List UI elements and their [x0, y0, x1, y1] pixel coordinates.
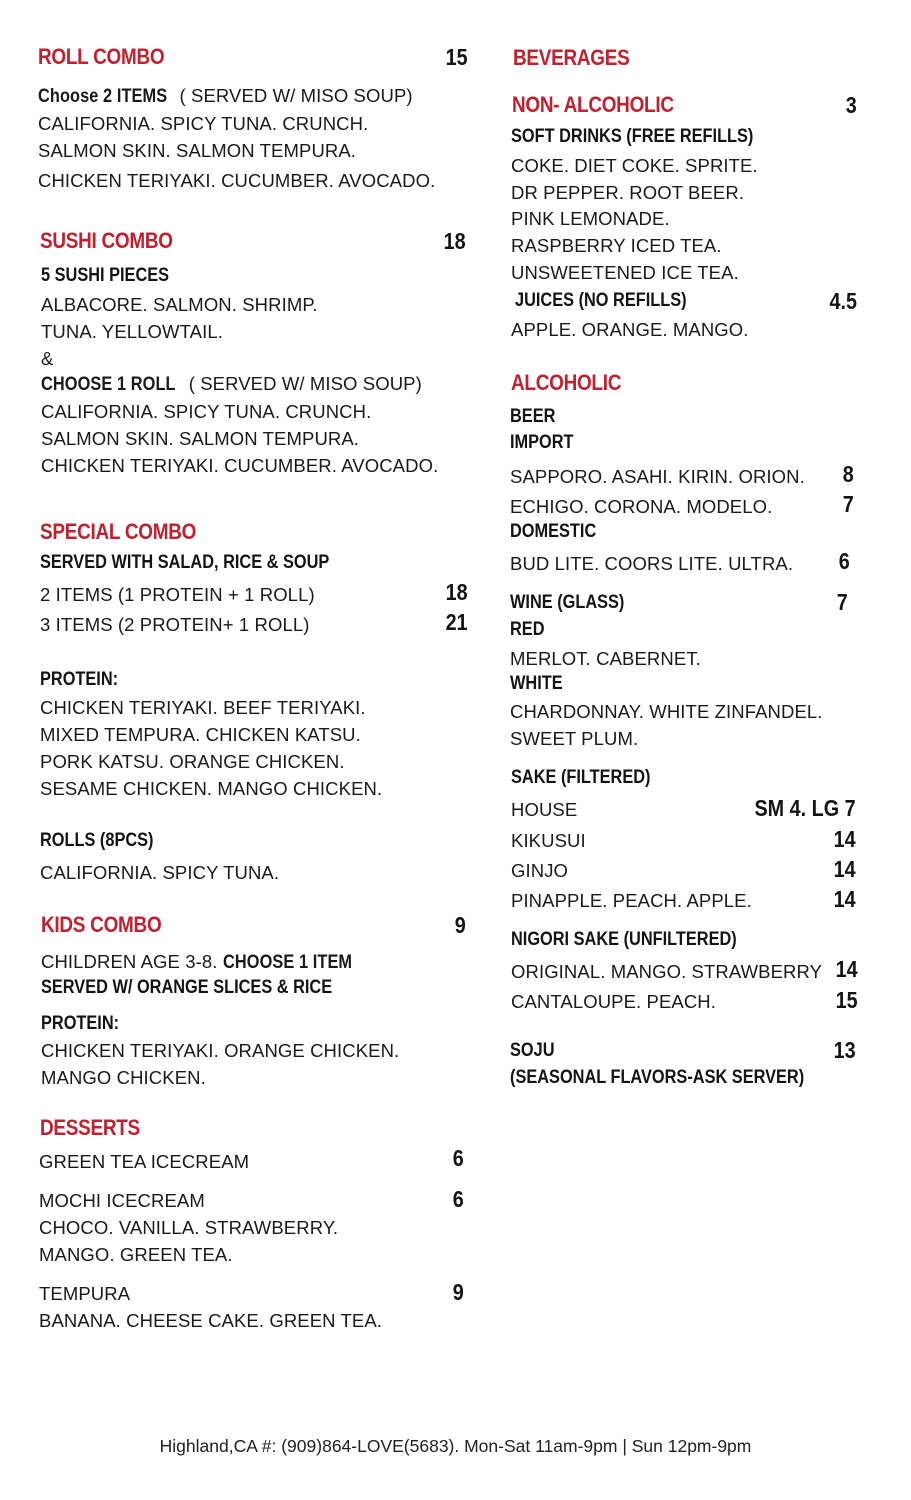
sushi-roll-line: SALMON SKIN. SALMON TEMPURA. [41, 428, 360, 449]
alcoholic-title: ALCOHOLIC [511, 370, 622, 395]
soft-drinks-label: SOFT DRINKS (FREE REFILLS) [511, 126, 754, 147]
sushi-roll-line: CALIFORNIA. SPICY TUNA. CRUNCH. [41, 401, 372, 422]
roll-combo-choose [38, 85, 413, 108]
sushi-pieces-line: ALBACORE. SALMON. SHRIMP. [41, 294, 318, 315]
protein-line: CHICKEN TERIYAKI. BEEF TERIYAKI. [40, 697, 366, 718]
kids-protein-line: CHICKEN TERIYAKI. ORANGE CHICKEN. [41, 1040, 400, 1061]
roll-combo-line: CALIFORNIA. SPICY TUNA. CRUNCH. [38, 113, 369, 134]
white-items: SWEET PLUM. [510, 728, 639, 749]
domestic-item-price: 6 [838, 548, 850, 574]
import-item: ECHIGO. CORONA. MODELO. [510, 496, 773, 517]
protein-line: PORK KATSU. ORANGE CHICKEN. [40, 751, 345, 772]
soft-drink-line: DR PEPPER. ROOT BEER. [511, 182, 745, 203]
special-item-label: 2 ITEMS (1 PROTEIN + 1 ROLL) [40, 584, 315, 605]
soft-drink-line: UNSWEETENED ICE TEA. [511, 262, 739, 283]
wine-price: 7 [836, 589, 848, 615]
sushi-choose-bold: CHOOSE 1 ROLL [41, 374, 176, 395]
dessert-tempura-flavors: BANANA. CHEESE CAKE. GREEN TEA. [39, 1310, 383, 1331]
soft-drink-line: PINK LEMONADE. [511, 208, 670, 229]
white-items: CHARDONNAY. WHITE ZINFANDEL. [510, 701, 823, 722]
juices-label: JUICES (NO REFILLS) [515, 290, 687, 311]
beer-label: BEER [510, 406, 556, 427]
rolls-line: CALIFORNIA. SPICY TUNA. [40, 862, 280, 883]
white-label: WHITE [510, 673, 563, 694]
non-alcoholic-title: NON- ALCOHOLIC [512, 92, 674, 117]
wine-label: WINE (GLASS) [510, 592, 625, 613]
red-label: RED [510, 619, 545, 640]
kids-choose-bold: CHOOSE 1 ITEM [222, 952, 352, 973]
sushi-combo-price: 18 [443, 228, 466, 254]
roll-combo-choose-bold: Choose 2 ITEMS [38, 86, 168, 107]
kids-combo-title: KIDS COMBO [41, 912, 162, 937]
kids-age-text: CHILDREN AGE 3-8. [41, 951, 218, 972]
import-item-price: 7 [842, 491, 854, 517]
nigori-item-price: 15 [835, 987, 858, 1013]
juices-line: APPLE. ORANGE. MANGO. [511, 319, 749, 340]
roll-combo-choose-rest: ( SERVED W/ MISO SOUP) [179, 85, 413, 106]
domestic-item: BUD LITE. COORS LITE. ULTRA. [510, 553, 794, 574]
sushi-pieces-line: TUNA. YELLOWTAIL. [41, 321, 223, 342]
kids-protein-label: PROTEIN: [41, 1013, 120, 1034]
sake-item: KIKUSUI [511, 830, 586, 851]
beverages-title: BEVERAGES [513, 45, 630, 70]
import-item: SAPPORO. ASAHI. KIRIN. ORION. [510, 466, 805, 487]
dessert-tempura-price: 9 [452, 1279, 464, 1305]
dessert-green-tea-price: 6 [452, 1145, 464, 1171]
sushi-amp: & [41, 348, 54, 369]
non-alcoholic-price: 3 [845, 92, 857, 118]
sushi-pieces-label: 5 SUSHI PIECES [41, 265, 170, 286]
roll-combo-title: ROLL COMBO [38, 44, 165, 69]
sushi-choose-rest: ( SERVED W/ MISO SOUP) [188, 373, 422, 394]
protein-label: PROTEIN: [40, 669, 119, 690]
red-items: MERLOT. CABERNET. [510, 648, 701, 669]
sake-item: GINJO [511, 860, 569, 881]
special-item-label: 3 ITEMS (2 PROTEIN+ 1 ROLL) [40, 614, 310, 635]
special-item-price: 18 [445, 579, 468, 605]
sushi-combo-title: SUSHI COMBO [40, 228, 173, 253]
roll-combo-line: SALMON SKIN. SALMON TEMPURA. [38, 140, 357, 161]
dessert-mochi-price: 6 [452, 1186, 464, 1212]
sake-item-price: 14 [833, 856, 856, 882]
protein-line: MIXED TEMPURA. CHICKEN KATSU. [40, 724, 361, 745]
sake-item: HOUSE [511, 799, 578, 820]
nigori-item-price: 14 [835, 956, 858, 982]
kids-served: SERVED W/ ORANGE SLICES & RICE [41, 977, 333, 998]
sake-item: PINAPPLE. PEACH. APPLE. [511, 890, 752, 911]
import-item-price: 8 [842, 461, 854, 487]
dessert-mochi-flavors: MANGO. GREEN TEA. [39, 1244, 233, 1265]
dessert-tempura: TEMPURA [39, 1283, 131, 1304]
kids-protein-line: MANGO CHICKEN. [41, 1067, 206, 1088]
sake-label: SAKE (FILTERED) [511, 767, 651, 788]
nigori-item: ORIGINAL. MANGO. STRAWBERRY [511, 961, 823, 982]
soft-drink-line: COKE. DIET COKE. SPRITE. [511, 155, 758, 176]
dessert-mochi-flavors: CHOCO. VANILLA. STRAWBERRY. [39, 1217, 339, 1238]
footer-contact: Highland,CA #: (909)864-LOVE(5683). Mon-Sat 11am-9pm | Sun 12pm-9pm [159, 1436, 752, 1456]
sake-item-price: 14 [833, 886, 856, 912]
desserts-title: DESSERTS [40, 1115, 140, 1140]
soju-label: SOJU [510, 1040, 555, 1061]
special-item-price: 21 [445, 609, 468, 635]
juices-price: 4.5 [829, 288, 857, 314]
roll-combo-price: 15 [445, 44, 468, 70]
kids-combo-price: 9 [454, 912, 466, 938]
sake-item-price: SM 4. LG 7 [754, 795, 856, 821]
special-combo-title: SPECIAL COMBO [40, 519, 197, 544]
soju-price: 13 [833, 1037, 856, 1063]
kids-age [41, 951, 359, 974]
soft-drink-line: RASPBERRY ICED TEA. [511, 235, 722, 256]
dessert-green-tea: GREEN TEA ICECREAM [39, 1151, 250, 1172]
nigori-item: CANTALOUPE. PEACH. [511, 991, 717, 1012]
rolls-label: ROLLS (8PCS) [40, 830, 154, 851]
dessert-mochi: MOCHI ICECREAM [39, 1190, 205, 1211]
sushi-roll-line: CHICKEN TERIYAKI. CUCUMBER. AVOCADO. [41, 455, 439, 476]
soju-note: (SEASONAL FLAVORS-ASK SERVER) [510, 1067, 805, 1088]
roll-combo-line: CHICKEN TERIYAKI. CUCUMBER. AVOCADO. [38, 170, 436, 191]
special-combo-served: SERVED WITH SALAD, RICE & SOUP [40, 552, 330, 573]
domestic-label: DOMESTIC [510, 521, 597, 542]
nigori-label: NIGORI SAKE (UNFILTERED) [511, 929, 737, 950]
sake-item-price: 14 [833, 826, 856, 852]
import-label: IMPORT [510, 432, 574, 453]
protein-line: SESAME CHICKEN. MANGO CHICKEN. [40, 778, 383, 799]
sushi-choose [41, 373, 422, 396]
